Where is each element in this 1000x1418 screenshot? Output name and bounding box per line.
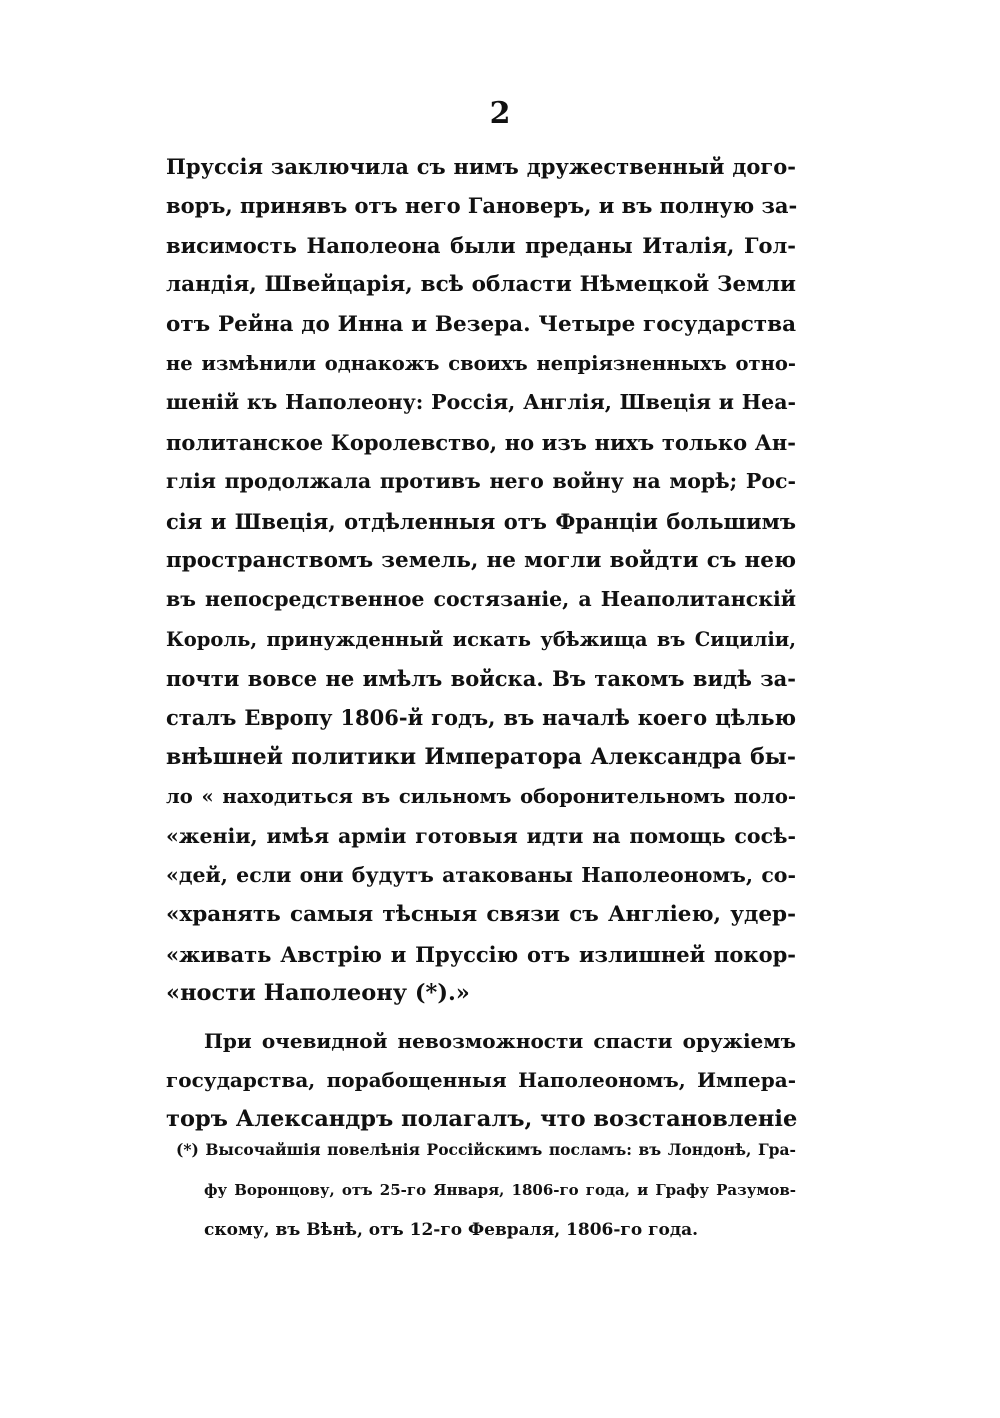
text-line: Король, принужденный искать убѣжища въ Сициліи, — [166, 627, 796, 651]
text-line: висимость Наполеона были преданы Италія, Гол- — [166, 232, 796, 258]
text-line: «живать Австрію и Пруссію отъ излишней покор- — [166, 941, 796, 967]
text-line: не измѣнили однакожъ своихъ непріязненныхъ отно- — [166, 351, 796, 375]
footnote-line: (*) Высочайшія повелѣнія Россійскимъ посламъ: въ Лондонѣ, Гра- — [176, 1140, 796, 1159]
text-line: внѣшней политики Императора Александра бы- — [166, 743, 796, 770]
text-line: «дей, если они будутъ атакованы Наполеономъ, со- — [166, 863, 796, 888]
text-line: отъ Рейна до Инна и Везера. Четыре государства — [166, 311, 796, 337]
text-line: шеній къ Наполеону: Россія, Англія, Швеція и Неа- — [166, 390, 796, 415]
text-line: «хранять самыя тѣсныя связи съ Англіею, удер- — [166, 902, 796, 928]
footnote-line: скому, въ Вѣнѣ, отъ 12-го Февраля, 1806-го года. — [204, 1220, 699, 1240]
text-line: «женіи, имѣя арміи готовыя идти на помощь сосѣ- — [166, 823, 796, 848]
text-line: государства, порабощенныя Наполеономъ, Импера- — [166, 1067, 796, 1092]
footnote-line: фу Воронцову, отъ 25-го Января, 1806-го года, и Графу Разумов- — [204, 1181, 796, 1199]
text-line: торъ Александръ полагалъ, что возстановленіе — [166, 1106, 798, 1133]
body-text — [166, 147, 796, 1140]
text-line: почти вовсе не имѣлъ войска. Въ такомъ видѣ за- — [166, 666, 796, 692]
text-line: При очевидной невозможности спасти оружіемъ — [204, 1028, 796, 1053]
text-line: глія продолжала противъ него войну на морѣ; Рос- — [166, 469, 796, 494]
footnote — [176, 1130, 796, 1250]
text-line: ландія, Швейцарія, всѣ области Нѣмецкой Земли — [166, 272, 796, 298]
paragraph-gap — [166, 1014, 796, 1022]
text-line: политанское Королевство, но изъ нихъ только Ан- — [166, 429, 796, 455]
text-line: «ности Наполеону (*).» — [166, 980, 470, 1007]
text-line: сталъ Европу 1806-й годъ, въ началѣ коего цѣлью — [166, 705, 796, 731]
text-line: пространствомъ земель, не могли войдти съ нею — [166, 547, 796, 573]
text-line: воръ, принявъ отъ него Гановеръ, и въ полную за- — [166, 193, 798, 219]
page-number: 2 — [489, 96, 511, 131]
text-line: ло « находиться въ сильномъ оборонительномъ поло- — [166, 785, 796, 809]
text-line: Пруссія заключила съ нимъ дружественный дого- — [166, 154, 796, 179]
text-line: въ непосредственное состязаніе, а Неаполитанскій — [166, 587, 796, 612]
text-line: сія и Швеція, отдѣленныя отъ Франціи большимъ — [166, 508, 796, 534]
